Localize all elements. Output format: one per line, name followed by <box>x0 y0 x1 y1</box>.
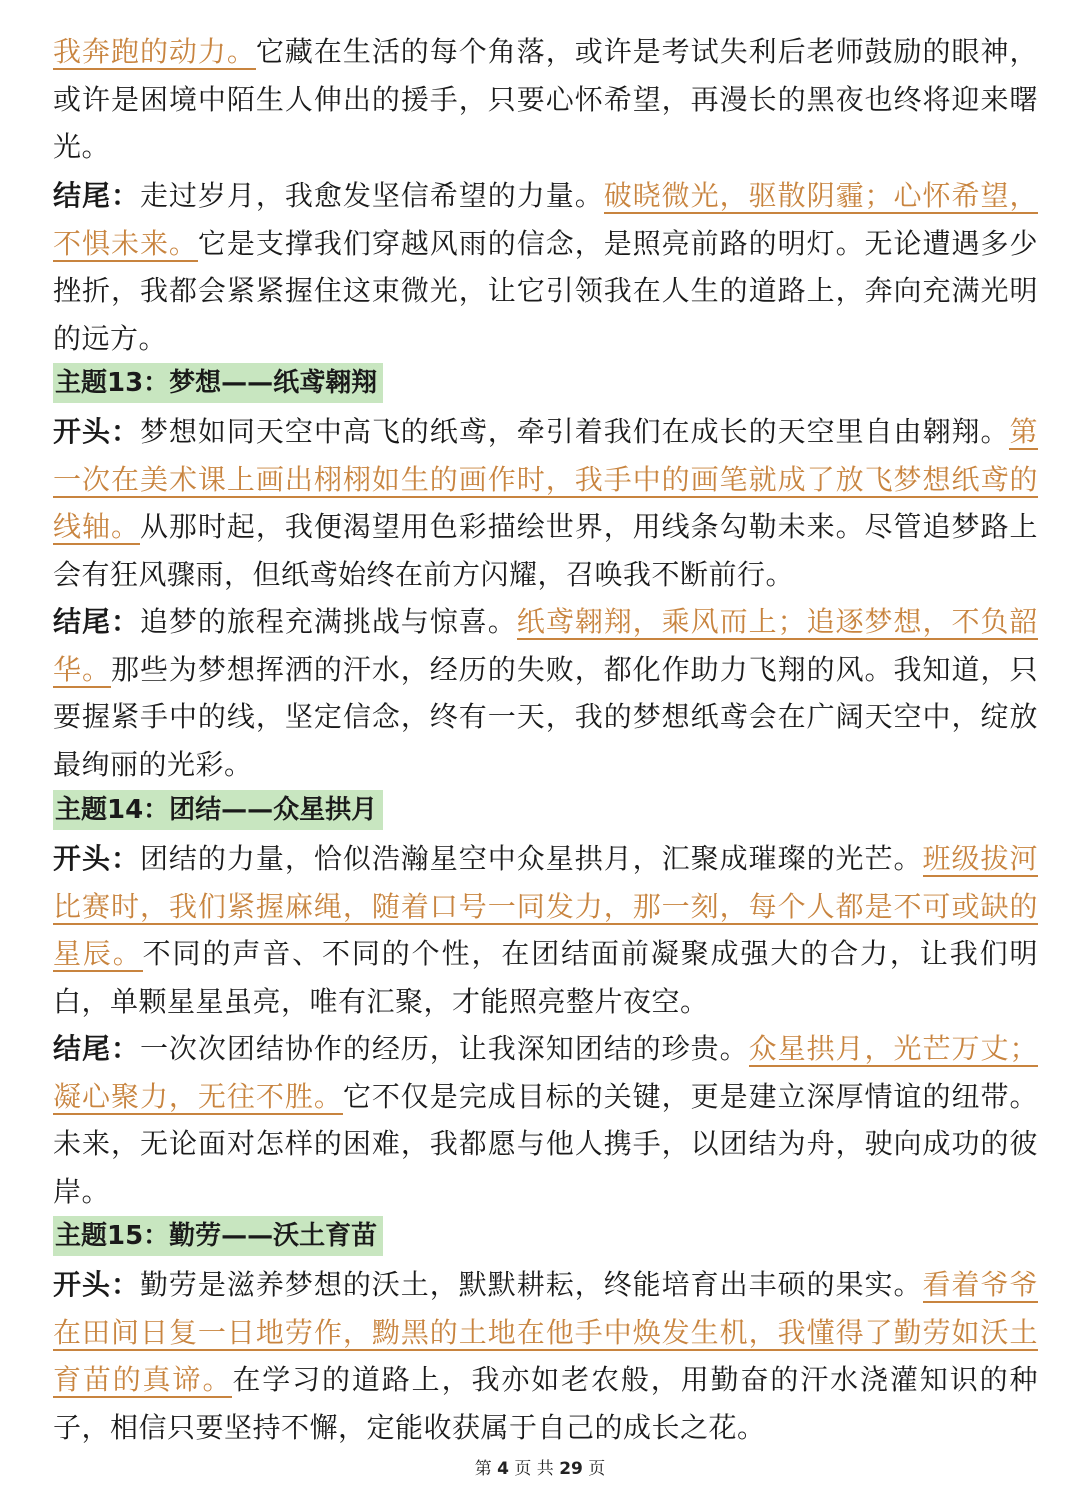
topic-heading-13: 主题13：梦想——纸鸢翱翔 <box>53 363 383 403</box>
footer-middle: 页 共 <box>514 1459 554 1479</box>
footer-suffix: 页 <box>588 1459 606 1479</box>
paragraph-text: 它不仅是完成目标的关键，更是建立深厚情谊的纽带。未来，无论面对怎样的困难，我都愿与他人携手，以团结为舟，驶向成功的彼岸。 <box>53 1079 1038 1208</box>
paragraph-text: 团结的力量，恰似浩瀚星空中众星拱月，汇聚成璀璨的光芒。 <box>139 842 923 875</box>
topic-heading-15: 主题15：勤劳——沃土育苗 <box>53 1216 383 1256</box>
highlight-phrase: 第一次在美术课上画出栩栩如生的画作时，我手中的画笔就成了放飞梦想纸鸢的线轴。 <box>53 415 1038 543</box>
opening-label: 开头： <box>53 415 140 448</box>
highlight-phrase: 我奔跑的动力。 <box>53 35 256 68</box>
paragraph-text: 一次次团结协作的经历，让我深知团结的珍贵。 <box>139 1032 749 1065</box>
opening-label: 开头： <box>53 1268 140 1301</box>
highlight-phrase: 班级拔河比赛时，我们紧握麻绳，随着口号一同发力，那一刻，每个人都是不可或缺的星辰。 <box>53 842 1038 970</box>
page-total: 29 <box>559 1459 583 1479</box>
paragraph-text: 它是支撑我们穿越风雨的信念，是照亮前路的明灯。无论遭遇多少挫折，我都会紧紧握住这束微光，让它引领我在人生的道路上，奔向充满光明的远方。 <box>53 226 1038 355</box>
footer-prefix: 第 <box>474 1459 492 1479</box>
ending-label: 结尾： <box>53 605 140 638</box>
paragraph-text: 那些为梦想挥洒的汗水，经历的失败，都化作助力飞翔的风。我知道，只要握紧手中的线，坚定信念，终有一天，我的梦想纸鸢会在广阔天空中，绽放最绚丽的光彩。 <box>53 652 1038 781</box>
paragraph-diligence-opening <box>53 1261 1038 1451</box>
highlight-phrase: 破晓微光，驱散阴霾；心怀希望，不惧未来。 <box>53 179 1038 260</box>
page-number: 4 <box>497 1459 509 1479</box>
opening-label: 开头： <box>53 842 140 875</box>
paragraph-text: 走过岁月，我愈发坚信希望的力量。 <box>139 179 604 212</box>
ending-label: 结尾： <box>53 179 140 212</box>
paragraph-hope-body <box>53 28 1038 171</box>
highlight-phrase: 看着爷爷在田间日复一日地劳作，黝黑的土地在他手中焕发生机，我懂得了勤劳如沃土育苗的真谛。 <box>53 1268 1038 1396</box>
paragraph-text: 在学习的道路上，我亦如老农般，用勤奋的汗水浇灌知识的种子，相信只要坚持不懈，定能收获属于自己的成长之花。 <box>53 1363 1038 1444</box>
topic-heading-14: 主题14：团结——众星拱月 <box>53 790 383 830</box>
page-footer <box>0 1454 1080 1479</box>
highlight-phrase: 纸鸢翱翔，乘风而上；追逐梦想，不负韶华。 <box>53 605 1038 686</box>
paragraph-unity-opening <box>53 835 1038 1025</box>
paragraph-dream-opening <box>53 408 1038 598</box>
ending-label: 结尾： <box>53 1032 140 1065</box>
paragraph-text: 追梦的旅程充满挑战与惊喜。 <box>139 605 517 638</box>
paragraph-text: 从那时起，我便渴望用色彩描绘世界，用线条勾勒未来。尽管追梦路上会有狂风骤雨，但纸鸢始终在前方闪耀，召唤我不断前行。 <box>53 510 1038 591</box>
paragraph-text: 梦想如同天空中高飞的纸鸢，牵引着我们在成长的天空里自由翱翔。 <box>139 415 1010 448</box>
paragraph-hope-ending <box>53 172 1038 362</box>
paragraph-unity-ending <box>53 1025 1038 1215</box>
paragraph-text: 勤劳是滋养梦想的沃土，默默耕耘，终能培育出丰硕的果实。 <box>139 1268 923 1301</box>
highlight-phrase: 众星拱月，光芒万丈；凝心聚力，无往不胜。 <box>53 1032 1038 1113</box>
paragraph-text: 不同的声音、不同的个性，在团结面前凝聚成强大的合力，让我们明白，单颗星星虽亮，唯有汇聚，才能照亮整片夜空。 <box>53 937 1038 1018</box>
paragraph-text: 它藏在生活的每个角落，或许是考试失利后老师鼓励的眼神，或许是困境中陌生人伸出的援手，只要心怀希望，再漫长的黑夜也终将迎来曙光。 <box>53 35 1038 163</box>
paragraph-dream-ending <box>53 598 1038 788</box>
